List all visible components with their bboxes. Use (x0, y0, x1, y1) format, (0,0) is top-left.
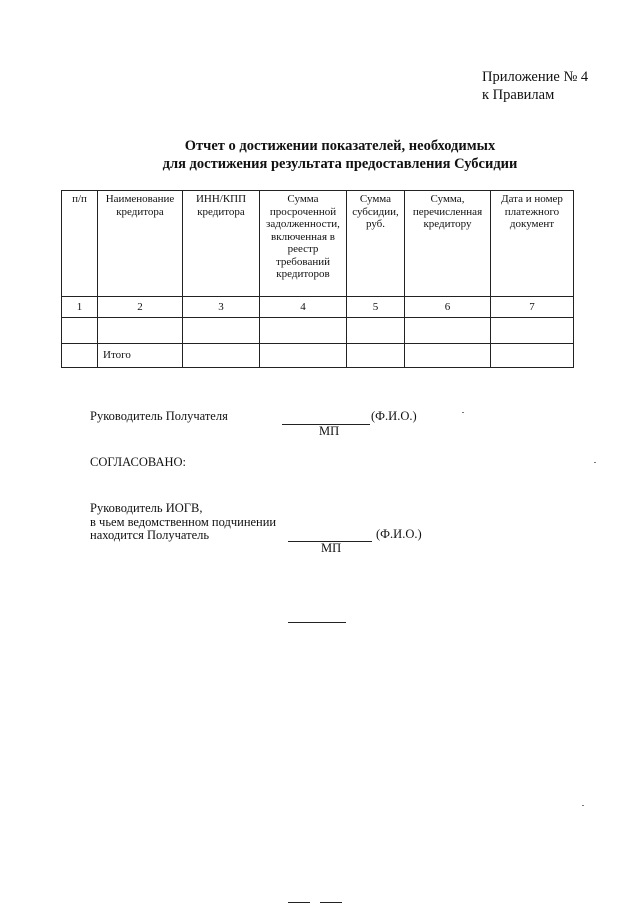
table-cell (491, 318, 574, 344)
appendix-reference (482, 68, 588, 104)
recipient-fio-label: (Ф.И.О.) (371, 409, 417, 423)
table-header-row (62, 191, 574, 297)
table-cell (405, 344, 491, 368)
header-cell-inn-kpp: ИНН/КПП кредитора (183, 191, 260, 297)
report-title-line-1: Отчет о достижении показателей, необходимых (184, 138, 496, 154)
header-cell-payment-document: Дата и номер платежного документ (491, 191, 574, 297)
iogv-head-line-3: находится Получатель (90, 528, 210, 542)
recipient-stamp-label: МП (319, 424, 340, 438)
table-cell (347, 318, 405, 344)
agreed-label: СОГЛАСОВАНО: (90, 455, 187, 469)
iogv-head-line-1: Руководитель ИОГВ, (90, 501, 203, 515)
table-cell (491, 344, 574, 368)
header-cell-overdue-debt: Сумма просроченной задолженности, включенная в реестр требований кредиторов (260, 191, 347, 297)
table-cell (183, 344, 260, 368)
iogv-head-line-2: в чьем ведомственном подчинении (90, 514, 277, 529)
bottom-edge-mark (288, 902, 310, 903)
report-title (90, 137, 590, 173)
column-number-cell: 4 (260, 297, 347, 318)
column-number-cell: 2 (98, 297, 183, 318)
table-column-numbers-row (62, 297, 574, 318)
report-table (61, 190, 574, 368)
header-cell-number: п/п (62, 191, 98, 297)
table-cell (347, 344, 405, 368)
appendix-number: Приложение № 4 (482, 69, 589, 85)
table-cell (62, 318, 98, 344)
table-cell (405, 318, 491, 344)
table-empty-row (62, 318, 574, 344)
column-number-cell: 6 (405, 297, 491, 318)
table-cell (62, 344, 98, 368)
total-label: Итого (98, 344, 183, 368)
header-cell-transferred-amount: Сумма, перечисленная кредитору (405, 191, 491, 297)
blank-line (288, 622, 346, 623)
appendix-rules: к Правилам (482, 87, 555, 103)
table-cell (183, 318, 260, 344)
recipient-head-label: Руководитель Получателя (90, 409, 228, 423)
iogv-head-label (90, 502, 276, 543)
column-number-cell: 7 (491, 297, 574, 318)
table-cell (260, 318, 347, 344)
scan-speck (594, 462, 596, 463)
iogv-stamp-label: МП (321, 541, 342, 555)
scan-speck (462, 412, 464, 413)
scan-speck (582, 805, 584, 806)
table-total-row (62, 344, 574, 368)
column-number-cell: 1 (62, 297, 98, 318)
table-cell (98, 318, 183, 344)
bottom-edge-mark (320, 902, 342, 903)
report-title-line-2: для достижения результата предоставления Субсидии (162, 156, 518, 172)
column-number-cell: 3 (183, 297, 260, 318)
iogv-fio-label: (Ф.И.О.) (376, 527, 422, 541)
header-cell-subsidy-amount: Сумма субсидии, руб. (347, 191, 405, 297)
header-cell-creditor-name: Наименование кредитора (98, 191, 183, 297)
column-number-cell: 5 (347, 297, 405, 318)
table-cell (260, 344, 347, 368)
